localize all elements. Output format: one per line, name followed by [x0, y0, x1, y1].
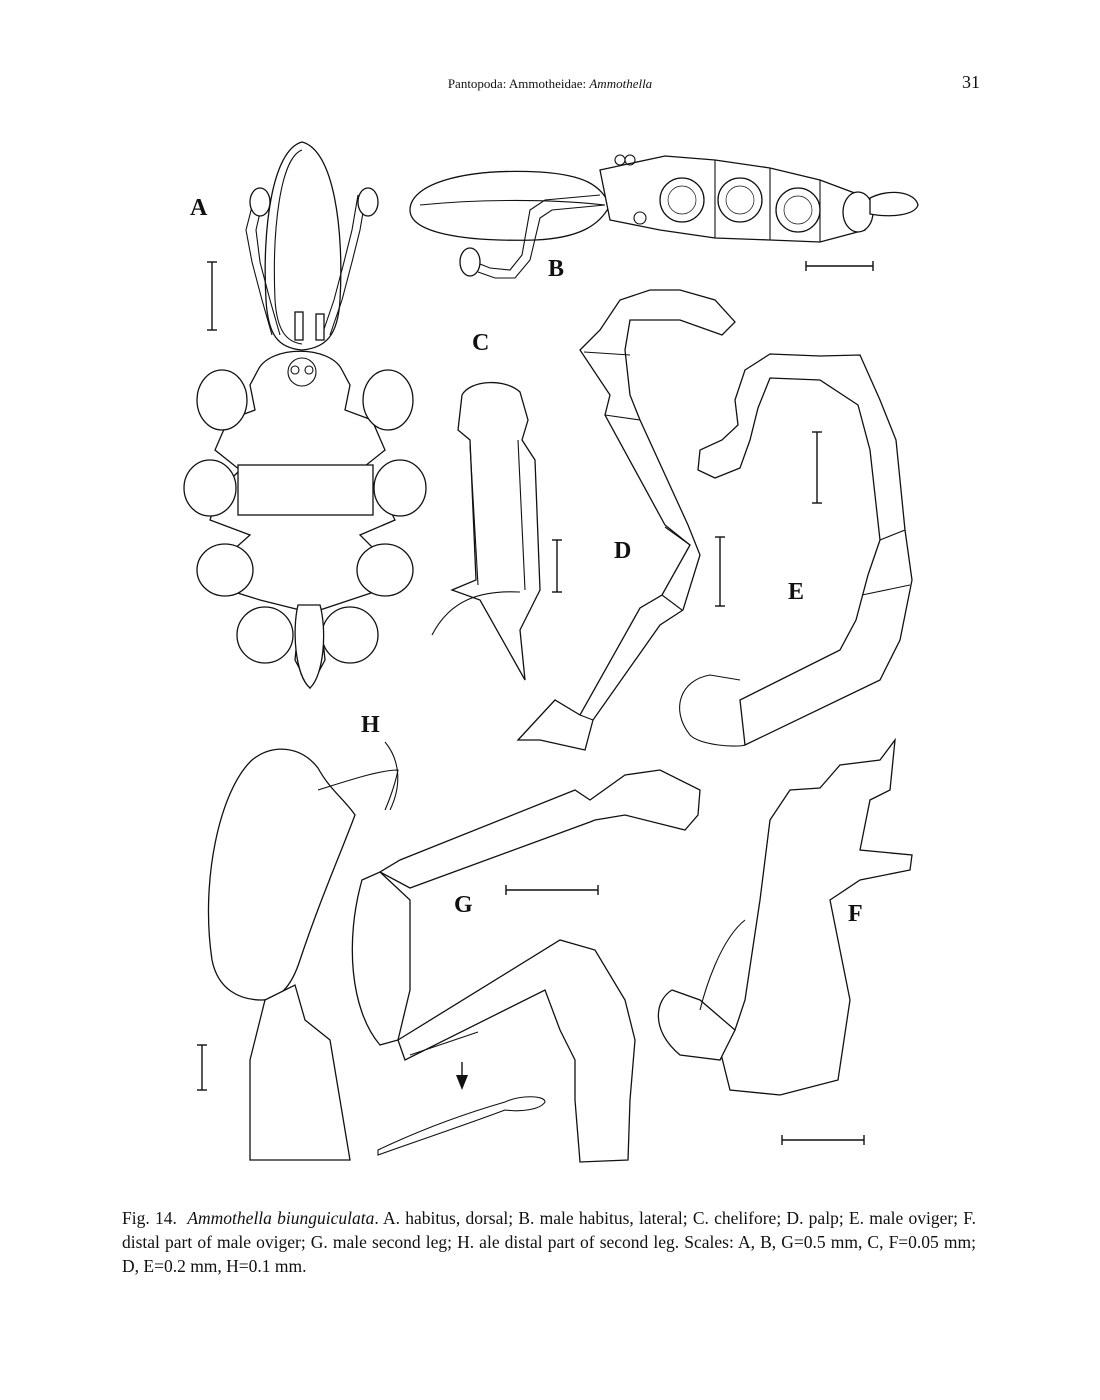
- panel-label-e: E: [788, 579, 805, 605]
- panel-label-f: F: [848, 901, 863, 927]
- figure-caption: [122, 1206, 976, 1278]
- caption-fig-label: Fig. 14.: [122, 1208, 177, 1228]
- panel-label-d: D: [614, 538, 632, 564]
- panel-label-b: B: [548, 256, 565, 282]
- running-head-genus: Ammothella: [589, 76, 653, 91]
- panel-label-h: H: [361, 712, 380, 738]
- panel-a-drawing: [184, 142, 426, 688]
- page-number: 31: [962, 72, 980, 92]
- panel-label-g: G: [454, 892, 473, 918]
- panel-label-a: A: [190, 195, 208, 221]
- panel-b-drawing: [410, 155, 918, 278]
- running-head-prefix: Pantopoda: Ammotheidae:: [447, 76, 590, 91]
- caption-text: . A. habitus, dorsal; B. male habitus, lateral; C. chelifore; D. palp; E. male oviger; F. distal part of male oviger; G. male second leg; H. ale distal part of second leg. Scales: A, B, G=0.5 mm, C, F=0.05 mm; D, E=0.2 mm, H=0.1 mm.: [122, 1208, 976, 1276]
- caption-species: Ammothella biunguiculata: [187, 1208, 375, 1228]
- panel-g-drawing: [352, 770, 700, 1162]
- panel-c-drawing: [432, 383, 562, 680]
- panel-d-drawing: [518, 290, 735, 750]
- panel-label-c: C: [472, 330, 490, 356]
- panel-e-drawing: [680, 354, 912, 746]
